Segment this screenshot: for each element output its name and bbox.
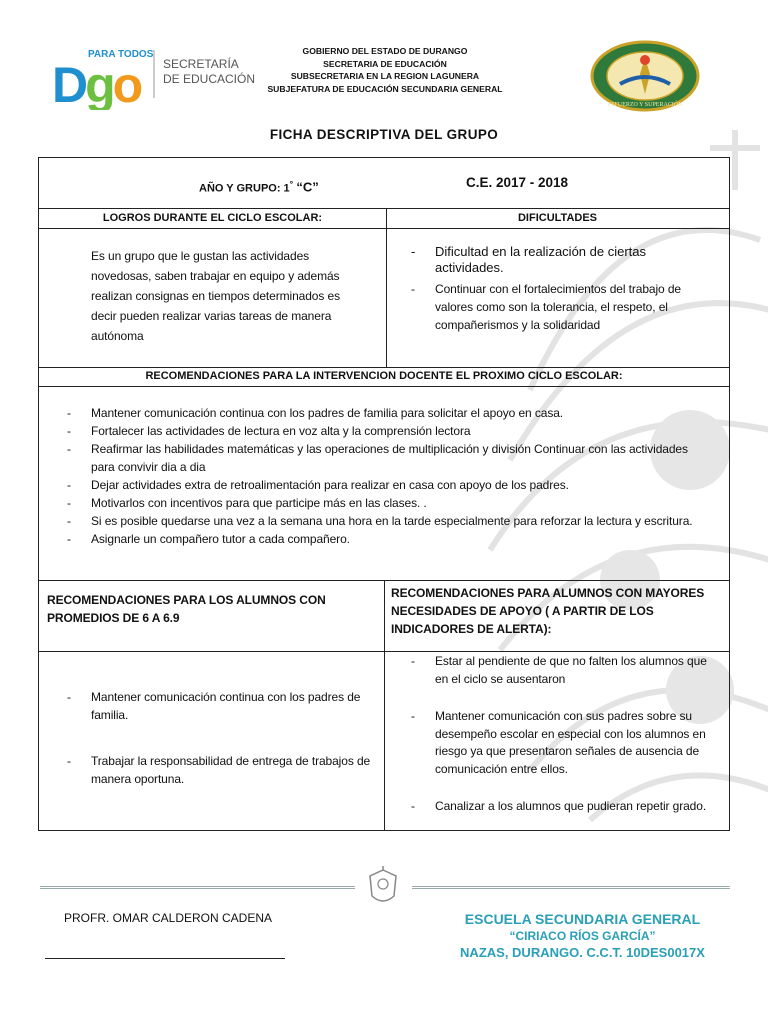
state-emblem-icon	[362, 866, 404, 912]
svg-text:ESFUERZO Y SUPERACIÓN: ESFUERZO Y SUPERACIÓN	[607, 102, 683, 108]
government-header	[220, 45, 550, 96]
list-item: - Dejar actividades extra de retroalimentación para realizar en casa con apoyo de los padres.	[67, 476, 707, 494]
list-item: - Canalizar a los alumnos que pudieran repetir grado.	[411, 798, 721, 816]
dificultades-header: DIFICULTADES	[517, 212, 598, 224]
gov-line: GOBIERNO DEL ESTADO DE DURANGO	[302, 46, 468, 56]
list-item: - Trabajar la responsabilidad de entrega de trabajos de manera oportuna.	[67, 752, 372, 788]
list-item: - Fortalecer las actividades de lectura en voz alta y la comprensión lectora	[67, 422, 707, 440]
grupo-label: AÑO Y GRUPO: 1° “C”	[199, 179, 319, 195]
para-todos-text: PARA TODOS	[88, 49, 154, 60]
list-item: - Dificultad en la realización de ciertas actividades.	[411, 244, 716, 276]
list-item: - Si es posible quedarse una vez a la semana una hora en la tarde especialmente para reforzar la lectura y escritura.	[67, 512, 707, 530]
logros-text: Es un grupo que le gustan las actividades novedosas, saben trabajar en equipo y además realizan consignas en tiempos determinados es decir pueden realizar varias tareas de manera autónoma	[91, 249, 340, 343]
apoyo-list	[411, 653, 721, 816]
ciclo-escolar: C.E. 2017 - 2018	[466, 175, 569, 190]
school-line1: ESCUELA SECUNDARIA GENERAL	[464, 911, 701, 927]
gov-line: SECRETARIA DE EDUCACIÓN	[323, 58, 447, 69]
promedios-list	[67, 688, 372, 788]
page-title: FICHA DESCRIPTIVA DEL GRUPO	[269, 127, 499, 142]
list-item: - Estar al pendiente de que no falten los alumnos que en el ciclo se ausentaron	[411, 653, 721, 688]
teacher-name: PROFR. OMAR CALDERON CADENA	[64, 911, 273, 925]
signature-line	[45, 958, 285, 959]
logo-secretaria-line1: SECRETARÍA	[163, 57, 239, 71]
gov-line: SUBSECRETARIA EN LA REGION LAGUNERA	[290, 71, 480, 82]
list-item: - Asignarle un compañero tutor a cada compañero.	[67, 530, 707, 548]
gov-line: SUBJEFATURA DE EDUCACIÓN SECUNDARIA GENERAL	[267, 84, 503, 95]
school-seal-icon	[590, 40, 700, 112]
list-item: - Mantener comunicación con sus padres sobre su desempeño escolar en especial con los alumnos en riesgo ya que presentaron señales de ausencia de comunicación entre ellos.	[411, 708, 721, 778]
recomendaciones-list	[67, 404, 707, 548]
footer-divider-right	[412, 886, 730, 889]
footer-divider-left	[40, 886, 355, 889]
list-item: - Reafirmar las habilidades matemáticas y las operaciones de multiplicación y división Continuar con las actividades para convivir dia a dia	[67, 440, 707, 476]
apoyo-header: RECOMENDACIONES PARA ALUMNOS CON MAYORES NECESIDADES DE APOYO ( A PARTIR DE LOS INDICADORES DE ALERTA):	[391, 586, 705, 636]
dificultades-list	[411, 244, 716, 334]
list-item: - Continuar con el fortalecimientos del trabajo de valores como son la tolerancia, el respeto, el compañerismos y la solidaridad	[411, 280, 716, 334]
list-item: - Motivarlos con incentivos para que participe más en las clases. .	[67, 494, 707, 512]
promedios-header: RECOMENDACIONES PARA LOS ALUMNOS CON PROMEDIOS DE 6 A 6.9	[47, 593, 326, 625]
logros-header: LOGROS DURANTE EL CICLO ESCOLAR:	[102, 212, 323, 224]
logo-secretaria-line2: DE EDUCACIÓN	[163, 72, 256, 86]
group-description-table	[38, 157, 730, 831]
recomendaciones-header: RECOMENDACIONES PARA LA INTERVENCION DOCENTE EL PROXIMO CICLO ESCOLAR:	[145, 370, 623, 382]
school-line3: NAZAS, DURANGO. C.C.T. 10DES0017X	[460, 945, 705, 960]
school-line2: “CIRIACO RÍOS GARCÍA”	[509, 929, 656, 943]
list-item: - Mantener comunicación continua con los padres de familia para solicitar el apoyo en casa.	[67, 404, 707, 422]
school-info	[440, 910, 725, 962]
list-item: - Mantener comunicación continua con los padres de familia.	[67, 688, 372, 724]
dgo-text: Dgo	[52, 57, 141, 110]
